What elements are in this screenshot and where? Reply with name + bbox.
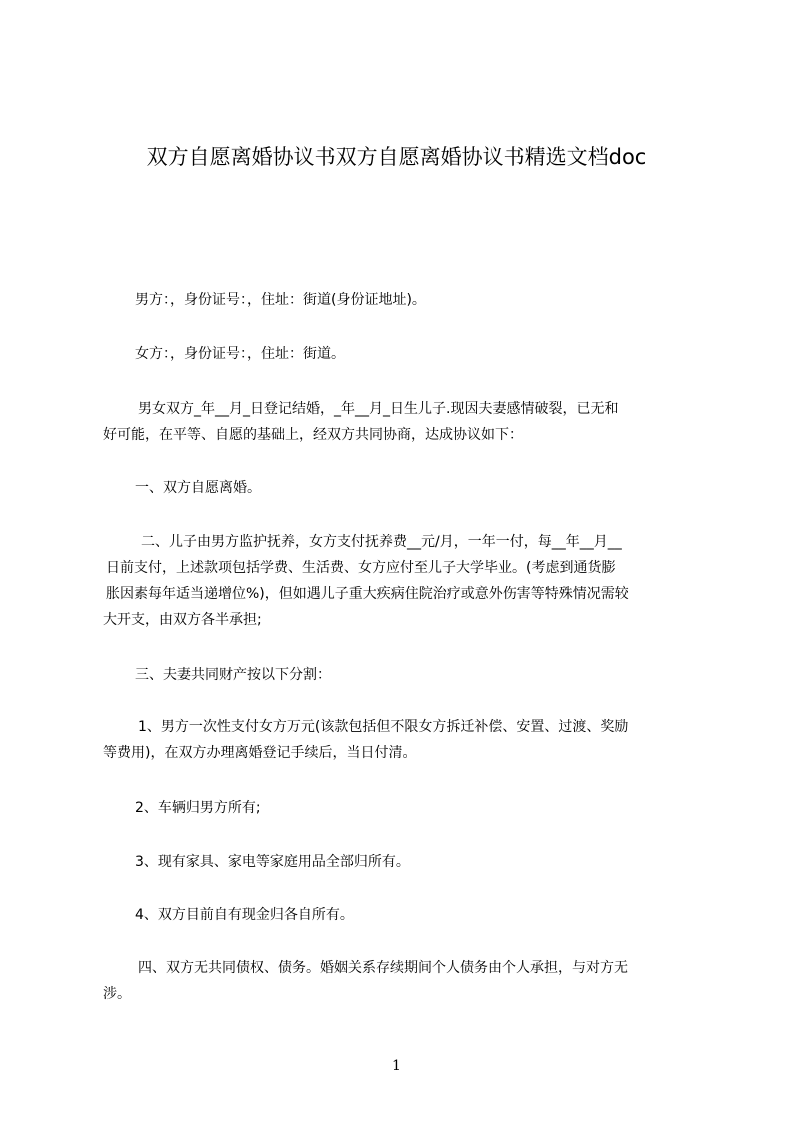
paragraph-clause-3-4 — [135, 902, 735, 928]
paragraph-line: 等费用)，在双方办理离婚登记手续后，当日付清。 — [103, 745, 417, 761]
paragraph-line: 四、双方无共同债权、债务。婚姻关系存续期间个人债务由个人承担，与对方无 — [138, 960, 628, 976]
paragraph-clause-3-2 — [135, 795, 735, 821]
paragraph-female-party — [135, 341, 735, 367]
paragraph-line: 涉。 — [103, 986, 131, 1002]
paragraph-clause-3-3 — [135, 849, 735, 875]
paragraph-line: 男女双方_年__月_日登记结婚，_年__月_日生儿子.现因夫妻感情破裂，已无和 — [138, 401, 619, 417]
paragraph-line: 3、现有家具、家电等家庭用品全部归所有。 — [135, 854, 410, 870]
paragraph-clause-3-1 — [103, 714, 703, 766]
document-title: 双方自愿离婚协议书双方自愿离婚协议书精选文档doc — [146, 145, 647, 169]
paragraph-line: 一、双方自愿离婚。 — [135, 480, 261, 496]
paragraph-line: 胀因素每年适当递增位%)，但如遇儿子重大疾病住院治疗或意外伤害等特殊情况需较 — [106, 586, 629, 602]
paragraph-line: 三、夫妻共同财产按以下分割： — [135, 667, 331, 683]
paragraph-clause-4 — [103, 955, 703, 1007]
paragraph-preamble — [103, 396, 703, 448]
paragraph-line: 大开支，由双方各半承担; — [103, 612, 262, 628]
paragraph-line: 1、男方一次性支付女方万元(该款包括但不限女方拆迁补偿、安置、过渡、奖励 — [138, 719, 629, 735]
paragraph-line: 好可能，在平等、自愿的基础上，经双方共同协商，达成协议如下： — [103, 427, 523, 443]
paragraph-male-party — [135, 287, 735, 313]
paragraph-line: 男方：，身份证号：，住址：街道(身份证地址)。 — [135, 292, 426, 308]
page-number: 1 — [392, 1058, 401, 1074]
paragraph-line: 4、双方目前自有现金归各自所有。 — [135, 907, 354, 923]
paragraph-clause-1 — [135, 475, 735, 501]
paragraph-line: 二、儿子由男方监护抚养，女方支付抚养费__元/月，一年一付，每__年__月__ — [141, 534, 622, 550]
paragraph-line: 女方：，身份证号：，住址：街道。 — [135, 346, 345, 362]
paragraph-clause-2 — [103, 529, 703, 633]
paragraph-clause-3 — [135, 662, 735, 688]
paragraph-line: 2、车辆归男方所有; — [135, 800, 261, 816]
paragraph-line: 日前支付，上述款项包括学费、生活费、女方应付至儿子大学毕业。(考虑到通货膨 — [106, 560, 616, 576]
